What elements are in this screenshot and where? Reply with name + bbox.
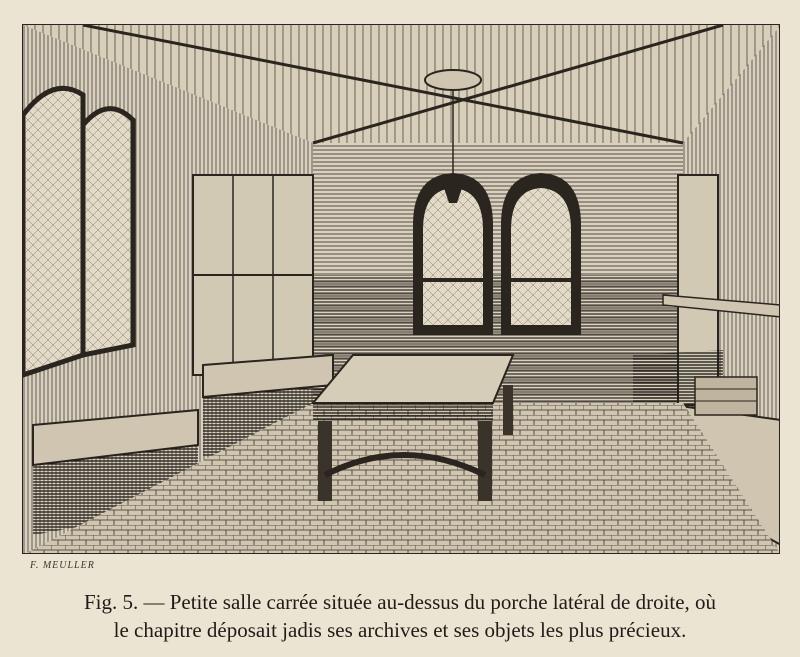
caption-line-2: le chapitre déposait jadis ses archives et ses objets les plus précieux. [113,618,687,642]
engraver-signature: F. MEULLER [30,560,95,571]
engraving-illustration [22,24,780,554]
caption-line-1: Fig. 5. — Petite salle carrée située au-dessus du porche latéral de droite, où [83,590,717,614]
figure-caption [18,588,782,644]
book-stack [695,377,757,415]
